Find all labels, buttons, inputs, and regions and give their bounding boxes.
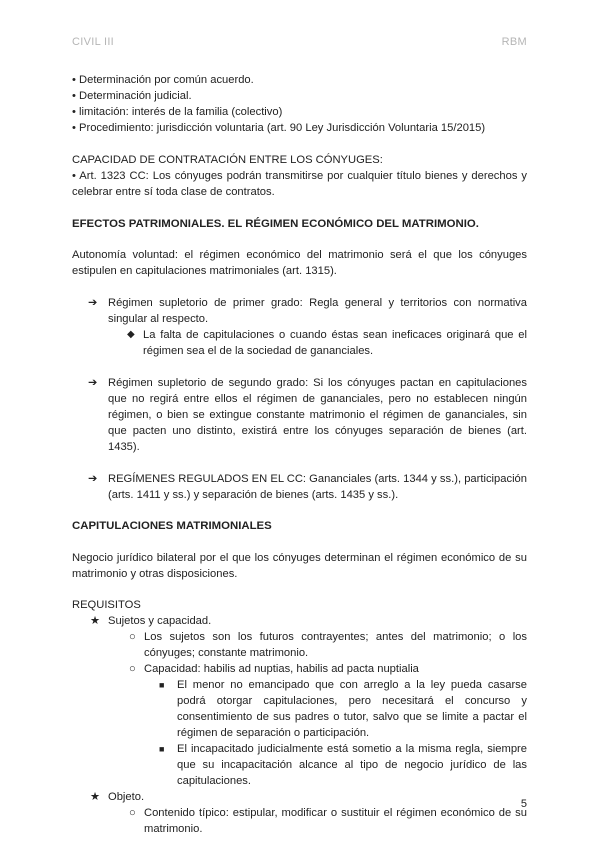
list-item: • Determinación por común acuerdo.: [72, 74, 254, 86]
star-item-objeto: [90, 789, 527, 805]
efectos-intro: Autonomía voluntad: el régimen económico del matrimonio será el que los cónyuges estipulen en capitulaciones matrimoniales (art. 1315).: [72, 249, 527, 277]
arrow-item-segundo-grado: [88, 375, 527, 455]
arrow-item-text: REGÍMENES REGULADOS EN EL CC: Gananciales (arts. 1344 y ss.), participación (arts. 1411 y ss.) y separación de bienes (arts. 1435 y ss.).: [108, 473, 527, 501]
list-item: • limitación: interés de la familia (colectivo): [72, 106, 283, 118]
arrow-item-text: Régimen supletorio de segundo grado: Si los cónyuges pactan en capitulaciones que no regirá entre ellos el régimen de gananciales, pero no establecen ningún régimen, o bien se extingue constante matrimonio el régimen de gananciales, sin que pacten uno distinto, existirá entre los cónyuges separación de bienes (art. 1435).: [108, 377, 527, 453]
square-icon: ■: [159, 744, 165, 754]
capitulaciones-intro: Negocio jurídico bilateral por el que los cónyuges determinan el régimen económico de su matrimonio y otras disposiciones.: [72, 552, 527, 580]
circle-item-text: Contenido típico: estipular, modificar o sustituir el régimen económico de su matrimonio.: [144, 807, 527, 835]
header-course: CIVIL III: [72, 36, 115, 48]
requisitos-label: REQUISITOS: [72, 599, 141, 611]
square-item-text: El menor no emancipado que con arreglo a la ley pueda casarse podrá otorgar capitulaciones, pero necesitará el concurso y consentimiento de sus padres o tutor, salvo que se limite a pactar el régimen de separación o participación.: [177, 679, 527, 739]
star-icon: ★: [90, 615, 101, 627]
capacidad-title: CAPACIDAD DE CONTRATACIÓN ENTRE LOS CÓNYUGES:: [72, 154, 383, 166]
diamond-item-text: La falta de capitulaciones o cuando éstas sean ineficaces originará que el régimen sea el de la sociedad de gananciales.: [143, 329, 527, 357]
capitulaciones-heading: CAPITULACIONES MATRIMONIALES: [72, 520, 272, 532]
arrow-icon: ➔: [88, 297, 98, 309]
star-icon: ★: [90, 791, 101, 803]
arrow-icon: ➔: [88, 377, 98, 389]
star-item-text: Objeto.: [108, 791, 145, 803]
star-item-text: Sujetos y capacidad.: [108, 615, 212, 627]
circle-item-text: Los sujetos son los futuros contrayentes; antes del matrimonio; o los cónyuges; constante matrimonio.: [144, 631, 527, 659]
document-body: [72, 72, 527, 837]
arrow-icon: ➔: [88, 473, 98, 485]
star-item-sujetos: [90, 613, 527, 629]
circle-icon: ○: [129, 807, 136, 819]
page-number: 5: [520, 798, 527, 810]
diamond-icon: ◆: [127, 329, 135, 340]
arrow-item-regimenes: [88, 471, 527, 503]
efectos-heading: EFECTOS PATRIMONIALES. EL RÉGIMEN ECONÓMICO DEL MATRIMONIO.: [72, 218, 479, 230]
circle-item-contenido: [129, 805, 527, 837]
square-item-text: El incapacitado judicialmente está sometio a la misma regla, siempre que su incapacitación alcance al tipo de negocio jurídico de las capitulaciones.: [177, 743, 527, 787]
circle-icon: ○: [129, 631, 136, 643]
arrow-item-primer-grado: [88, 295, 527, 327]
circle-item-text: Capacidad: habilis ad nuptias, habilis ad pacta nuptialia: [144, 663, 419, 675]
circle-item-capacidad: [129, 661, 527, 677]
square-icon: ■: [159, 680, 165, 690]
circle-icon: ○: [129, 663, 136, 675]
header-initials: RBM: [501, 36, 527, 48]
list-item: • Procedimiento: jurisdicción voluntaria (art. 90 Ley Jurisdicción Voluntaria 15/2015): [72, 122, 486, 134]
capacidad-text: • Art. 1323 CC: Los cónyuges podrán transmitirse por cualquier título bienes y derechos y celebrar entre sí toda clase de contratos.: [72, 170, 527, 198]
arrow-item-text: Régimen supletorio de primer grado: Regla general y territorios con normativa singular al respecto.: [108, 297, 527, 325]
list-item: • Determinación judicial.: [72, 90, 192, 102]
bullet-list-acuerdo: [72, 72, 527, 136]
square-item-incapacitado: [159, 741, 527, 789]
square-item-menor: [159, 677, 527, 741]
diamond-item: [127, 327, 527, 359]
circle-item-sujetos: [129, 629, 527, 661]
